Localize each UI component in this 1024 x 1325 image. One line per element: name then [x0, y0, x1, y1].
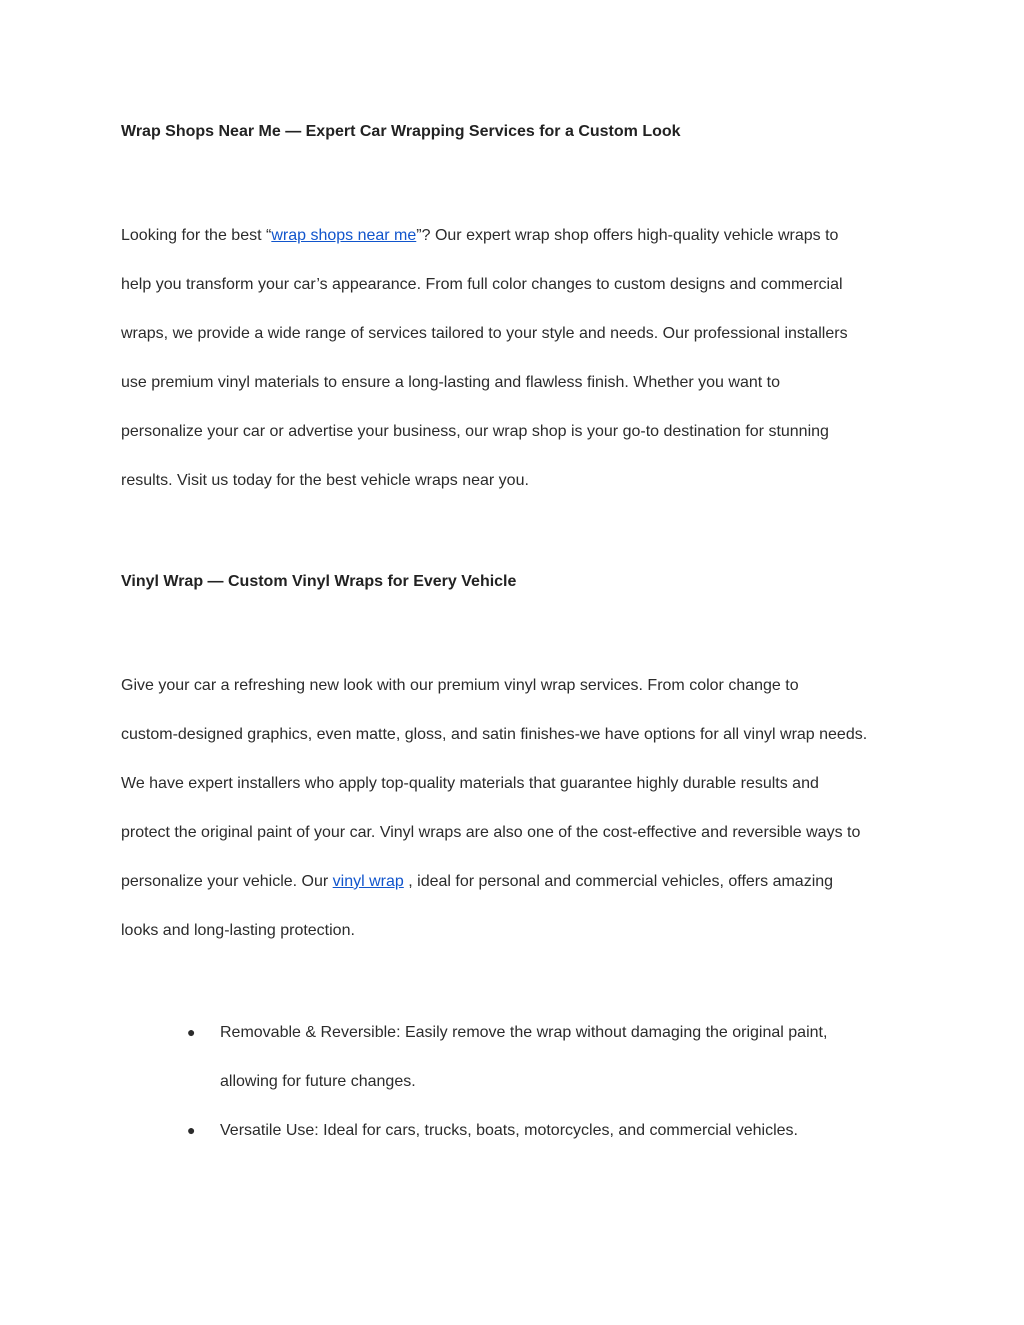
paragraph-wrap-shops	[121, 211, 911, 505]
bullet-list	[187, 1008, 887, 1155]
paragraph-line: use premium vinyl materials to ensure a long-lasting and flawless finish. Whether you want to	[121, 374, 780, 391]
paragraph-line: We have expert installers who apply top-quality materials that guarantee highly durable results and	[121, 775, 819, 792]
list-item	[187, 1008, 887, 1106]
paragraph-vinyl-wrap	[121, 661, 911, 955]
vinyl-wrap-link[interactable]: vinyl wrap	[332, 873, 404, 890]
paragraph-line: results. Visit us today for the best vehicle wraps near you.	[121, 472, 529, 489]
paragraph-line: looks and long-lasting protection.	[121, 922, 355, 939]
paragraph-line: help you transform your car’s appearance. From full color changes to custom designs and commercial	[121, 276, 843, 293]
paragraph-line: protect the original paint of your car. Vinyl wraps are also one of the cost-effective and reversible ways to	[121, 824, 861, 841]
paragraph-line: Give your car a refreshing new look with our premium vinyl wrap services. From color change to	[121, 677, 799, 694]
heading-vinyl-wrap: Vinyl Wrap — Custom Vinyl Wraps for Every Vehicle	[121, 573, 517, 590]
wrap-shops-near-me-link[interactable]: wrap shops near me	[271, 227, 417, 244]
list-item-line: allowing for future changes.	[220, 1073, 416, 1090]
list-item-line: Versatile Use: Ideal for cars, trucks, boats, motorcycles, and commercial vehicles.	[220, 1122, 798, 1139]
text-segment: personalize your vehicle. Our	[121, 873, 333, 890]
paragraph-line: personalize your car or advertise your business, our wrap shop is your go-to destination for stunning	[121, 423, 829, 440]
bullet-icon: ●	[187, 1024, 196, 1040]
heading-wrap-shops: Wrap Shops Near Me — Expert Car Wrapping Services for a Custom Look	[121, 123, 681, 140]
text-segment: , ideal for personal and commercial vehicles, offers amazing	[403, 873, 834, 890]
text-segment: Looking for the best “	[121, 227, 272, 244]
paragraph-line	[121, 211, 911, 260]
list-item-line: Removable & Reversible: Easily remove the wrap without damaging the original paint,	[220, 1024, 828, 1041]
paragraph-line: wraps, we provide a wide range of services tailored to your style and needs. Our professional installers	[121, 325, 848, 342]
list-item	[187, 1106, 887, 1155]
bullet-icon: ●	[187, 1122, 196, 1138]
paragraph-line	[121, 857, 911, 906]
text-segment: ”? Our expert wrap shop offers high-quality vehicle wraps to	[416, 227, 839, 244]
paragraph-line: custom-designed graphics, even matte, gloss, and satin finishes-we have options for all vinyl wrap needs.	[121, 726, 868, 743]
